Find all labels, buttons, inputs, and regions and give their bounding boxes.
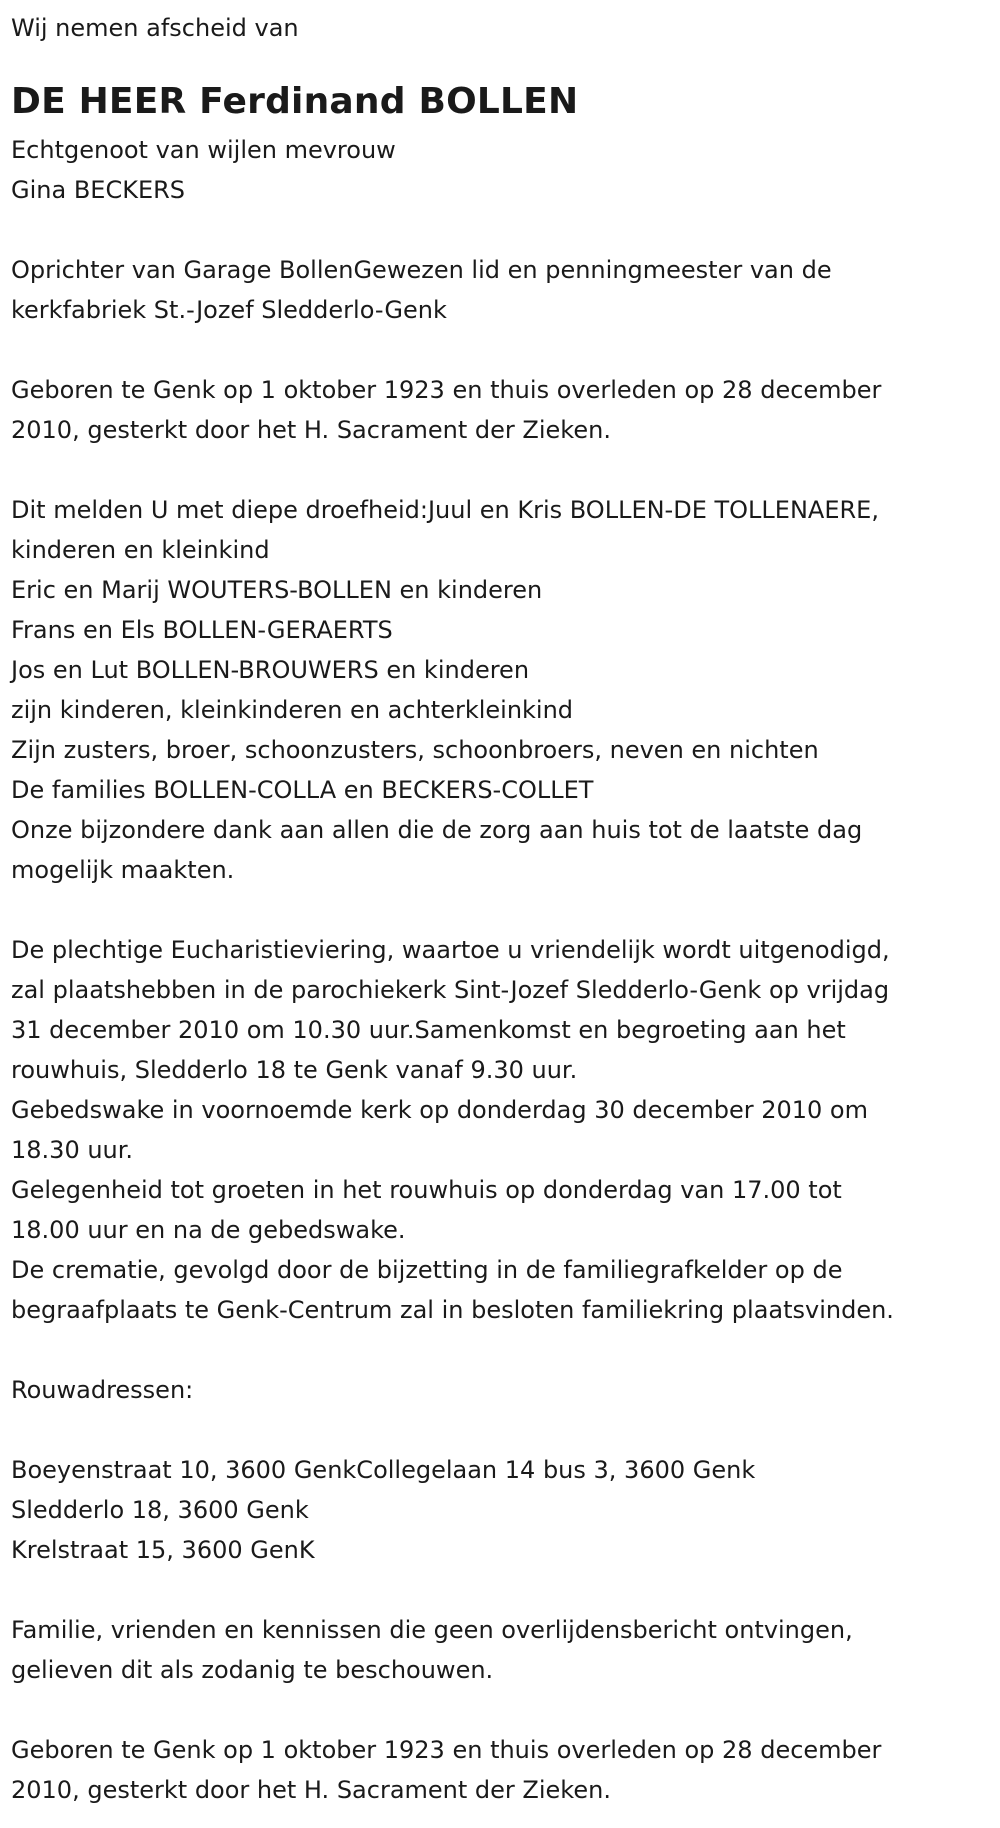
paragraph-gap (11, 1690, 1000, 1730)
paragraph-gap (11, 450, 1000, 490)
spouse-line: Gina BECKERS (11, 176, 186, 204)
ceremony-line: rouwhuis, Sledderlo 18 te Genk vanaf 9.30 uur. (11, 1056, 578, 1084)
paragraph-gap (11, 210, 1000, 250)
notice-block (11, 1610, 1000, 1690)
notice-line: Familie, vrienden en kennissen die geen overlijdensbericht ontvingen, (11, 1616, 853, 1644)
address-line: Boeyenstraat 10, 3600 GenkCollegelaan 14 bus 3, 3600 Genk (11, 1456, 756, 1484)
founder-line: kerkfabriek St.-Jozef Sledderlo-Genk (11, 296, 447, 324)
spouse-line: Echtgenoot van wijlen mevrouw (11, 136, 396, 164)
ceremony-line: 31 december 2010 om 10.30 uur.Samenkomst en begroeting aan het (11, 1016, 846, 1044)
addresses-label: Rouwadressen: (11, 1376, 194, 1404)
family-line: Jos en Lut BOLLEN-BROUWERS en kinderen (11, 656, 530, 684)
family-line: De families BOLLEN-COLLA en BECKERS-COLLET (11, 776, 594, 804)
paragraph-gap (11, 1330, 1000, 1370)
birth-line: Geboren te Genk op 1 oktober 1923 en thuis overleden op 28 december (11, 1736, 882, 1764)
ceremony-line: 18.30 uur. (11, 1136, 134, 1164)
founder-line: Oprichter van Garage BollenGewezen lid en penningmeester van de (11, 256, 832, 284)
deceased-name: DE HEER Ferdinand BOLLEN (11, 81, 579, 122)
paragraph-gap (11, 1410, 1000, 1450)
ceremony-line: De crematie, gevolgd door de bijzetting in de familiegrafkelder op de (11, 1256, 843, 1284)
ceremony-line: 18.00 uur en na de gebedswake. (11, 1216, 406, 1244)
family-line: Frans en Els BOLLEN-GERAERTS (11, 616, 393, 644)
ceremony-line: Gebedswake in voornoemde kerk op donderdag 30 december 2010 om (11, 1096, 868, 1124)
ceremony-line: zal plaatshebben in de parochiekerk Sint-Jozef Sledderlo-Genk op vrijdag (11, 976, 890, 1004)
paragraph-gap (11, 1570, 1000, 1610)
family-line: kinderen en kleinkind (11, 536, 270, 564)
birth-block (11, 370, 1000, 450)
family-line: Eric en Marij WOUTERS-BOLLEN en kinderen (11, 576, 543, 604)
family-line: mogelijk maakten. (11, 856, 235, 884)
notice-line: gelieven dit als zodanig te beschouwen. (11, 1656, 494, 1684)
family-block (11, 490, 1000, 890)
address-line: Krelstraat 15, 3600 GenK (11, 1536, 315, 1564)
ceremony-line: De plechtige Eucharistieviering, waartoe u vriendelijk wordt uitgenodigd, (11, 936, 890, 964)
family-line: zijn kinderen, kleinkinderen en achterkleinkind (11, 696, 574, 724)
addresses-label-block (11, 1370, 1000, 1410)
birth-line: Geboren te Genk op 1 oktober 1923 en thuis overleden op 28 december (11, 376, 882, 404)
ceremony-line: begraafplaats te Genk-Centrum zal in besloten familiekring plaatsvinden. (11, 1296, 894, 1324)
paragraph-gap (11, 890, 1000, 930)
address-line: Sledderlo 18, 3600 Genk (11, 1496, 309, 1524)
paragraph-gap (11, 330, 1000, 370)
addresses-block (11, 1450, 1000, 1570)
birth-line: 2010, gesterkt door het H. Sacrament der Zieken. (11, 416, 611, 444)
birth-repeat-block (11, 1730, 1000, 1810)
intro-text: Wij nemen afscheid van (11, 14, 299, 42)
ceremony-line: Gelegenheid tot groeten in het rouwhuis op donderdag van 17.00 tot (11, 1176, 842, 1204)
family-line: Zijn zusters, broer, schoonzusters, schoonbroers, neven en nichten (11, 736, 819, 764)
ceremony-block (11, 930, 1000, 1330)
family-line: Dit melden U met diepe droefheid:Juul en Kris BOLLEN-DE TOLLENAERE, (11, 496, 879, 524)
spouse-block (11, 130, 1000, 210)
family-line: Onze bijzondere dank aan allen die de zorg aan huis tot de laatste dag (11, 816, 863, 844)
birth-line: 2010, gesterkt door het H. Sacrament der Zieken. (11, 1776, 611, 1804)
founder-block (11, 250, 1000, 330)
